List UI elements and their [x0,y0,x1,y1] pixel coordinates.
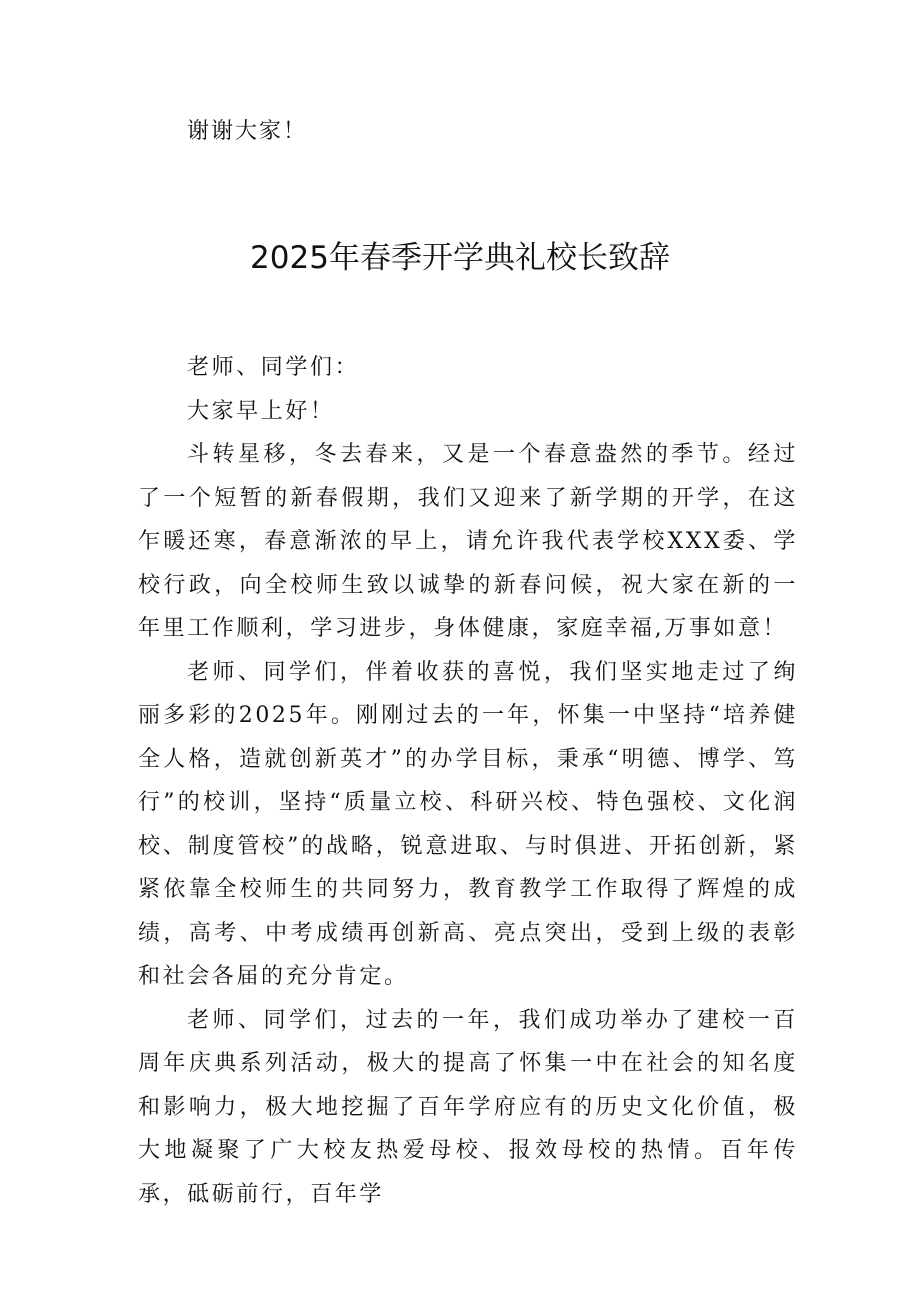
document-body [138,346,798,1216]
paragraph-achievements: 老师、同学们，伴着收获的喜悦，我们坚实地走过了绚丽多彩的2025年。刚刚过去的一年，怀集一中坚持“培养健全人格，造就创新英才”的办学目标，秉承“明德、博学、笃行”的校训，坚持“质量立校、科研兴校、特色强校、文化润校、制度管校”的战略，锐意进取、与时俱进、开拓创新，紧紧依靠全校师生的共同努力，教育教学工作取得了辉煌的成绩，高考、中考成绩再创新高、亮点突出，受到上级的表彰和社会各届的充分肯定。 [138,659,798,989]
document-title: 2025年春季开学典礼校长致辞 [250,240,670,276]
salutation: 老师、同学们： [187,355,360,380]
closing-line: 谢谢大家！ [187,119,308,144]
paragraph-centennial: 老师、同学们，过去的一年，我们成功举办了建校一百周年庆典系列活动，极大的提高了怀集一中在社会的知名度和影响力，极大地挖掘了百年学府应有的历史文化价值，极大地凝聚了广大校友热爱母校、报效母校的热情。百年传承，砥砺前行，百年学 [138,1007,798,1207]
paragraph-opening: 斗转星移，冬去春来，又是一个春意盎然的季节。经过了一个短暂的新春假期，我们又迎来了新学期的开学，在这乍暖还寒，春意渐浓的早上，请允许我代表学校XXX委、学校行政，向全校师生致以诚挚的新春问候，祝大家在新的一年里工作顺利，学习进步，身体健康，家庭幸福,万事如意！ [138,442,798,641]
greeting: 大家早上好！ [187,398,335,424]
